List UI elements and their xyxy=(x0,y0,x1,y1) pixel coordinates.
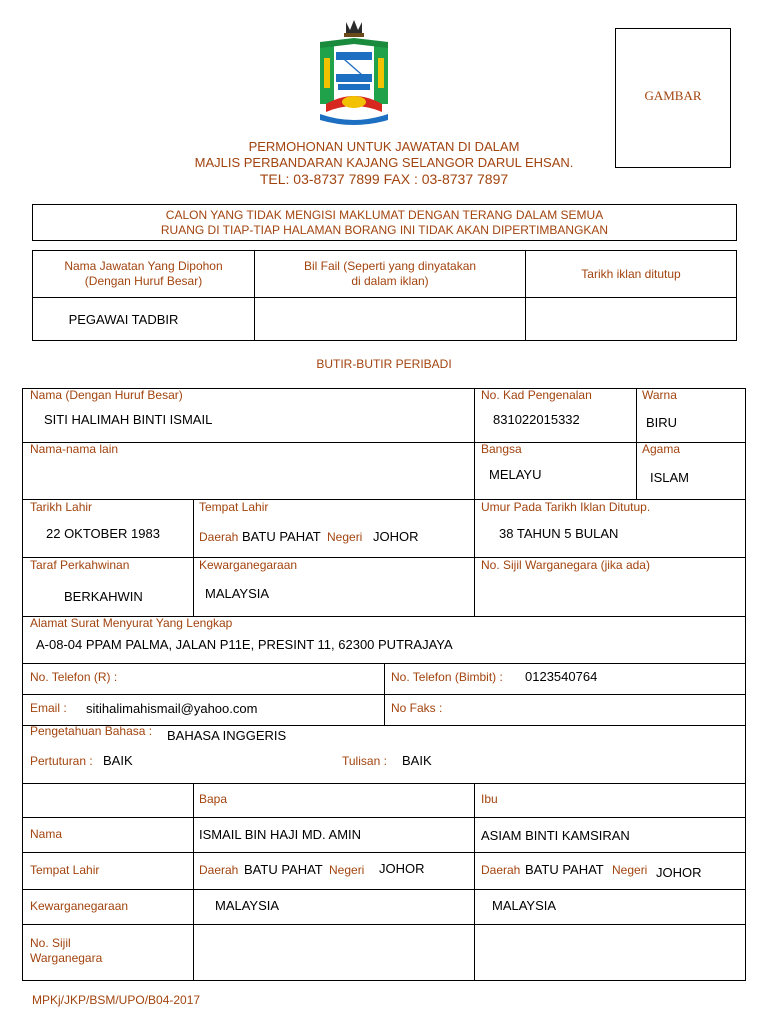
email-label: Email : xyxy=(30,701,67,715)
council-crest-logo xyxy=(316,18,392,128)
job-table xyxy=(32,250,737,341)
personal-details-table xyxy=(22,388,746,981)
phone-mobile-label: No. Telefon (Bimbit) : xyxy=(391,670,503,684)
form-code: MPKj/JKP/BSM/UPO/B04-2017 xyxy=(32,993,201,1007)
race-label: Bangsa xyxy=(481,442,522,456)
mother-name-value[interactable]: ASIAM BINTI KAMSIRAN xyxy=(481,828,630,843)
color-value[interactable]: BIRU xyxy=(646,415,678,430)
parent-pob-label: Tempat Lahir xyxy=(30,863,100,877)
job-header-file-no: Bil Fail (Seperti yang dinyatakan di dalam iklan) xyxy=(303,259,477,288)
father-state-label: Negeri xyxy=(329,863,365,877)
age-label: Umur Pada Tarikh Iklan Ditutup. xyxy=(481,500,651,514)
job-file-no-value[interactable] xyxy=(255,298,525,340)
father-district-label: Daerah xyxy=(199,863,239,877)
other-names-label: Nama-nama lain xyxy=(30,442,119,456)
job-header-closing-date: Tarikh iklan ditutup xyxy=(581,266,681,281)
marital-label: Taraf Perkahwinan xyxy=(30,558,130,572)
form-title-line1: PERMOHONAN UNTUK JAWATAN DI DALAM xyxy=(248,139,520,154)
job-position-value[interactable]: PEGAWAI TADBIR xyxy=(68,311,179,327)
parent-citizenship-label: Kewarganegaraan xyxy=(30,899,129,913)
name-value[interactable]: SITI HALIMAH BINTI ISMAIL xyxy=(44,412,213,427)
parent-name-label: Nama xyxy=(30,827,63,841)
marital-value[interactable]: BERKAHWIN xyxy=(64,589,143,604)
pob-state-label: Negeri xyxy=(327,530,363,544)
job-header-position: Nama Jawatan Yang Dipohon (Dengan Huruf Besar) xyxy=(64,259,223,288)
contact-line: TEL: 03-8737 7899 FAX : 03-8737 7897 xyxy=(259,171,509,187)
notice-box xyxy=(32,204,737,241)
mother-header: Ibu xyxy=(481,792,498,806)
ic-label: No. Kad Pengenalan xyxy=(481,388,592,402)
notice-line2: RUANG DI TIAP-TIAP HALAMAN BORANG INI TIDAK AKAN DIPERTIMBANGKAN xyxy=(160,222,609,237)
parent-cert-label-line1: No. Sijil xyxy=(30,936,71,950)
spoken-label: Pertuturan : xyxy=(30,754,93,768)
pob-state-value[interactable]: JOHOR xyxy=(373,529,419,544)
mother-district-label: Daerah xyxy=(481,863,521,877)
color-label: Warna xyxy=(642,388,677,402)
dob-label: Tarikh Lahir xyxy=(30,500,93,514)
father-name-value[interactable]: ISMAIL BIN HAJI MD. AMIN xyxy=(199,827,362,842)
address-value[interactable]: A-08-04 PPAM PALMA, JALAN P11E, PRESINT 11, 62300 PUTRAJAYA xyxy=(36,637,453,652)
written-label: Tulisan : xyxy=(342,754,387,768)
job-closing-date-value[interactable] xyxy=(526,298,736,340)
pob-district-value[interactable]: BATU PAHAT xyxy=(242,529,321,544)
pob-district-label: Daerah xyxy=(199,530,239,544)
father-citizenship-value[interactable]: MALAYSIA xyxy=(215,898,280,913)
address-label: Alamat Surat Menyurat Yang Lengkap xyxy=(30,616,233,630)
religion-value[interactable]: ISLAM xyxy=(650,470,690,485)
age-value[interactable]: 38 TAHUN 5 BULAN xyxy=(499,526,619,541)
citizenship-value[interactable]: MALAYSIA xyxy=(205,586,270,601)
form-title-line2: MAJLIS PERBANDARAN KAJANG SELANGOR DARUL EHSAN. xyxy=(194,155,574,170)
language-label: Pengetahuan Bahasa : xyxy=(30,724,153,738)
father-state-value[interactable]: JOHOR xyxy=(379,861,425,876)
email-value[interactable]: sitihalimahismail@yahoo.com xyxy=(86,701,258,716)
father-header: Bapa xyxy=(199,792,228,806)
phone-home-label: No. Telefon (R) : xyxy=(30,670,118,684)
language-value[interactable]: BAHASA INGGERIS xyxy=(167,728,287,743)
pob-label: Tempat Lahir xyxy=(199,500,269,514)
name-label: Nama (Dengan Huruf Besar) xyxy=(30,388,183,402)
parent-cert-label-line2: Warganegara xyxy=(30,951,103,965)
race-value[interactable]: MELAYU xyxy=(489,467,542,482)
citizenship-cert-label: No. Sijil Warganegara (jika ada) xyxy=(481,558,650,572)
section-title: BUTIR-BUTIR PERIBADI xyxy=(316,357,452,371)
ic-value[interactable]: 831022015332 xyxy=(493,412,580,427)
mother-state-label: Negeri xyxy=(612,863,648,877)
dob-value[interactable]: 22 OKTOBER 1983 xyxy=(46,526,160,541)
written-value[interactable]: BAIK xyxy=(402,753,432,768)
photo-label: GAMBAR xyxy=(644,88,702,103)
mother-citizenship-value[interactable]: MALAYSIA xyxy=(492,898,557,913)
spoken-value[interactable]: BAIK xyxy=(103,753,133,768)
mother-district-value[interactable]: BATU PAHAT xyxy=(525,862,604,877)
phone-mobile-value[interactable]: 0123540764 xyxy=(525,669,598,684)
religion-label: Agama xyxy=(642,442,681,456)
citizenship-label: Kewarganegaraan xyxy=(199,558,298,572)
father-district-value[interactable]: BATU PAHAT xyxy=(244,862,323,877)
notice-line1: CALON YANG TIDAK MENGISI MAKLUMAT DENGAN TERANG DALAM SEMUA xyxy=(165,207,604,222)
fax-label: No Faks : xyxy=(391,701,443,715)
mother-state-value[interactable]: JOHOR xyxy=(656,865,702,880)
